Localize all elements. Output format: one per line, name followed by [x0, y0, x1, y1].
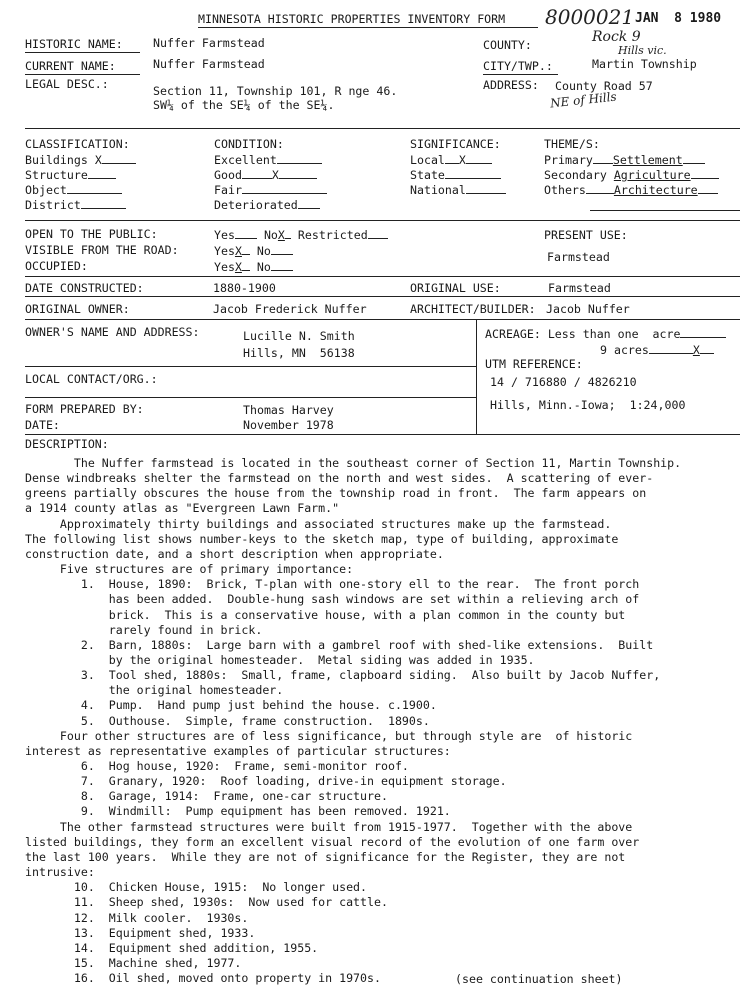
acreage-option-1: ACREAGE: Less than one acre	[485, 326, 726, 341]
description-line: 10. Chicken House, 1915: No longer used.	[25, 880, 368, 895]
visible-from-road-options: YesX No	[214, 243, 293, 258]
owner-address: Hills, MN 56138	[243, 346, 355, 360]
description-line: 1. House, 1890: Brick, T-plan with one-story ell to the rear. The front porch	[25, 577, 640, 592]
handwritten-stamp-number: 8000021	[545, 5, 635, 29]
current-name-label: CURRENT NAME:	[25, 59, 116, 73]
utm-reference-value: 14 / 716880 / 4826210	[490, 375, 637, 389]
classification-label: CLASSIFICATION:	[25, 137, 130, 151]
description-line: 16. Oil shed, moved onto property in 1970s.	[25, 971, 381, 986]
historic-name-label: HISTORIC NAME:	[25, 37, 123, 51]
city-twp-value: Martin Township	[592, 57, 697, 71]
legal-desc-label: LEGAL DESC.:	[25, 77, 109, 91]
continuation-note: (see continuation sheet)	[455, 972, 623, 986]
original-owner-label: ORIGINAL OWNER:	[25, 302, 130, 316]
county-label: COUNTY:	[483, 38, 532, 52]
received-date-stamp: JAN 8 1980	[635, 11, 722, 26]
utm-reference-label: UTM REFERENCE:	[485, 357, 583, 371]
description-line: The Nuffer farmstead is located in the southeast corner of Section 11, Martin Township.	[25, 456, 682, 470]
significance-local: Local X	[410, 152, 492, 167]
date-constructed-value: 1880-1900	[213, 281, 276, 295]
handwritten-hills: Hills vic.	[618, 44, 667, 57]
condition-label: CONDITION:	[214, 137, 284, 151]
description-label: DESCRIPTION:	[25, 437, 109, 451]
description-line: Four other structures are of less significance, but through style are of historic	[25, 728, 633, 743]
original-use-label: ORIGINAL USE:	[410, 281, 501, 295]
description-line: The following list shows number-keys to the sketch map, type of building, approximate	[25, 531, 619, 546]
occupied-options: YesX No	[214, 259, 293, 274]
historic-name-value: Nuffer Farmstead	[153, 36, 265, 50]
address-value: County Road 57	[555, 79, 653, 93]
original-owner-value: Jacob Frederick Nuffer	[213, 302, 367, 316]
form-date-label: DATE:	[25, 418, 60, 432]
theme-primary: Primary Settlement	[544, 152, 705, 167]
present-use-label: PRESENT USE:	[544, 228, 628, 242]
classification-district: District	[25, 197, 126, 212]
description-line: 8. Garage, 1914: Frame, one-car structure.	[25, 789, 388, 804]
description-line: 3. Tool shed, 1880s: Small, frame, clapboard siding. Also built by Jacob Nuffer,	[25, 668, 661, 683]
theme-secondary: Secondary Agriculture	[544, 167, 719, 182]
date-constructed-label: DATE CONSTRUCTED:	[25, 281, 144, 295]
condition-good: Good X	[214, 167, 317, 182]
present-use-value: Farmstead	[547, 250, 610, 264]
description-line: 6. Hog house, 1920: Frame, semi-monitor roof.	[25, 759, 409, 773]
description-line: intrusive:	[25, 865, 95, 880]
legal-desc-line-2: SW¼ of the SE¼ of the SE¼.	[153, 98, 335, 112]
description-line: The other farmstead structures were built from 1915-1977. Together with the above	[25, 819, 633, 834]
significance-national: National	[410, 182, 506, 197]
classification-structure: Structure	[25, 167, 116, 182]
description-line: interest as representative examples of particular structures:	[25, 743, 451, 758]
description-line: a 1914 county atlas as "Evergreen Lawn Farm."	[25, 501, 340, 516]
description-line: brick. This is a conservative house, with a plan common in the county but	[25, 607, 626, 622]
address-label: ADDRESS:	[483, 78, 539, 92]
description-line: has been added. Double-hung sash windows are set within a relieving arch of	[25, 592, 640, 607]
occupied-label: OCCUPIED:	[25, 259, 88, 273]
description-line: by the original homesteader. Metal siding was added in 1935.	[25, 652, 535, 667]
handwritten-rock: Rock 9	[592, 29, 641, 45]
description-line: greens partially obscures the house from the township road in front. The farm appears on	[25, 486, 647, 501]
city-twp-label: CITY/TWP.:	[483, 59, 553, 73]
description-line: Approximately thirty buildings and associated structures make up the farmstead.	[25, 516, 612, 531]
current-name-value: Nuffer Farmstead	[153, 57, 265, 71]
owner-name: Lucille N. Smith	[243, 329, 355, 343]
architect-builder-label: ARCHITECT/BUILDER:	[410, 302, 536, 316]
visible-from-road-label: VISIBLE FROM THE ROAD:	[25, 243, 179, 257]
description-line: listed buildings, they form an excellent visual record of the evolution of one farm over	[25, 834, 640, 849]
description-line: the original homesteader.	[25, 683, 284, 698]
condition-deteriorated: Deteriorated	[214, 197, 320, 212]
theme-label: THEME/S:	[544, 137, 600, 151]
description-line: 12. Milk cooler. 1930s.	[25, 910, 249, 925]
classification-object: Object	[25, 182, 122, 197]
acreage-option-2: 9 acres X	[600, 342, 714, 357]
description-line: Dense windbreaks shelter the farmstead on the north and west sides. A scattering of ever-	[25, 471, 654, 486]
quad-map-name: Hills, Minn.-Iowa; 1:24,000	[490, 398, 686, 412]
description-line: 7. Granary, 1920: Roof loading, drive-in equipment storage.	[25, 774, 507, 789]
open-to-public-label: OPEN TO THE PUBLIC:	[25, 227, 158, 241]
local-contact-label: LOCAL CONTACT/ORG.:	[25, 372, 158, 386]
description-line: 9. Windmill: Pump equipment has been removed. 1921.	[25, 804, 451, 819]
legal-desc-line-1: Section 11, Township 101, R nge 46.	[153, 84, 398, 98]
open-to-public-options: Yes NoX Restricted	[214, 227, 388, 242]
description-line: the last 100 years. While they are not of significance for the Register, they are not	[25, 849, 626, 864]
condition-excellent: Excellent	[214, 152, 322, 167]
classification-buildings: Buildings X	[25, 152, 136, 167]
description-line: 15. Machine shed, 1977.	[25, 955, 242, 970]
description-line: 2. Barn, 1880s: Large barn with a gambrel roof with shed-like extensions. Built	[25, 637, 654, 652]
description-line: Five structures are of primary importance:	[25, 562, 354, 577]
description-line: 14. Equipment shed addition, 1955.	[25, 940, 319, 955]
significance-label: SIGNIFICANCE:	[410, 137, 501, 151]
theme-others: Others Architecture	[544, 182, 718, 197]
description-line: construction date, and a short description when appropriate.	[25, 546, 444, 561]
form-prepared-by-value: Thomas Harvey	[243, 403, 334, 417]
significance-state: State	[410, 167, 501, 182]
description-line: 13. Equipment shed, 1933.	[25, 925, 256, 940]
architect-builder-value: Jacob Nuffer	[546, 302, 630, 316]
description-line: rarely found in brick.	[25, 622, 263, 637]
form-title: MINNESOTA HISTORIC PROPERTIES INVENTORY FORM	[198, 12, 506, 26]
handwritten-ne-of-hills: NE of Hills	[549, 89, 618, 111]
description-line: 4. Pump. Hand pump just behind the house. c.1900.	[25, 698, 437, 713]
original-use-value: Farmstead	[548, 281, 611, 295]
owner-name-address-label: OWNER'S NAME AND ADDRESS:	[25, 325, 200, 339]
description-line: 11. Sheep shed, 1930s: Now used for cattle.	[25, 895, 388, 910]
form-prepared-by-label: FORM PREPARED BY:	[25, 402, 144, 416]
form-date-value: November 1978	[243, 418, 334, 432]
condition-fair: Fair	[214, 182, 327, 197]
description-line: 5. Outhouse. Simple, frame construction. 1890s.	[25, 713, 430, 728]
